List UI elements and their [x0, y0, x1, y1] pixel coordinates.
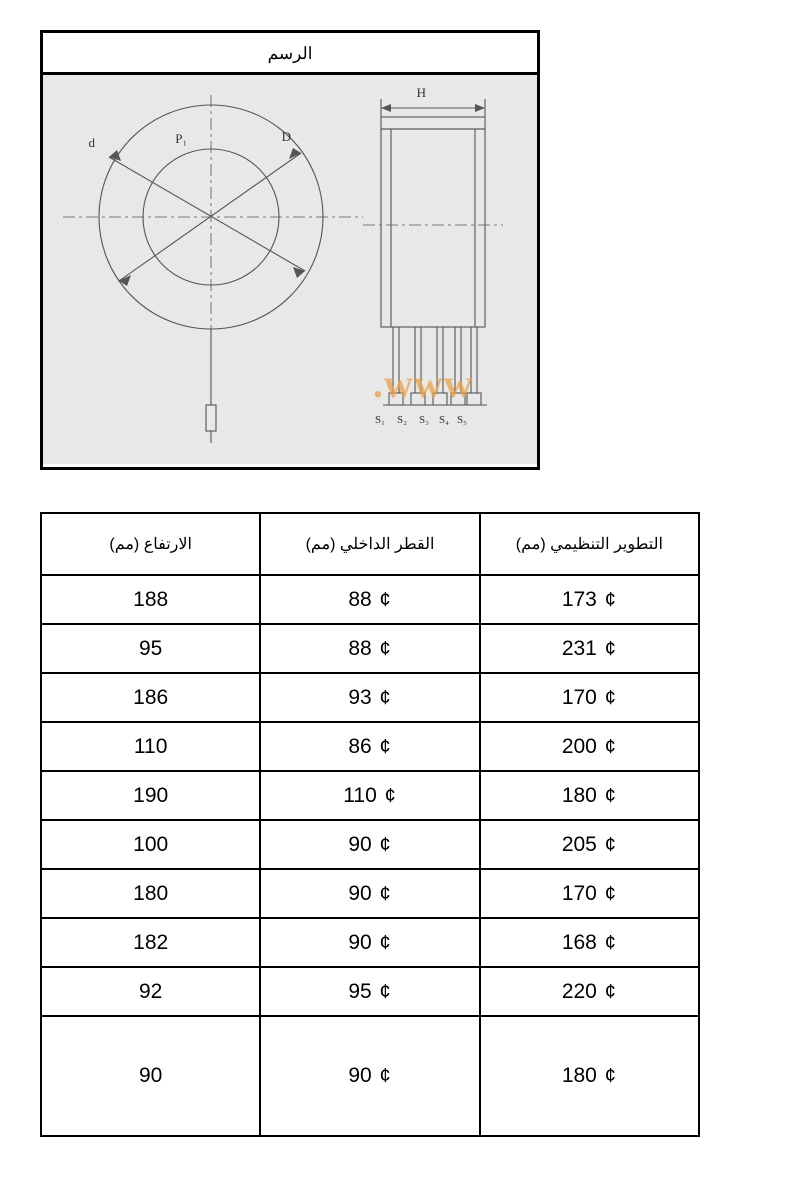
cell-height: 90	[41, 1016, 260, 1136]
technical-drawing	[43, 75, 537, 464]
cell-outer-diameter: ¢ 220	[480, 967, 699, 1016]
drawing-body	[43, 75, 537, 464]
table-row	[41, 820, 699, 869]
cell-inner-diameter: ¢ 110	[260, 771, 479, 820]
cell-inner-diameter: ¢ 90	[260, 869, 479, 918]
table-row	[41, 771, 699, 820]
column-header-outer-diameter: التطوير التنظيمي (مم)	[480, 513, 699, 575]
label-pitch-circle: P₁	[175, 131, 187, 146]
cell-outer-diameter: ¢ 180	[480, 771, 699, 820]
table-row	[41, 575, 699, 624]
table-row	[41, 624, 699, 673]
cell-outer-diameter: ¢ 170	[480, 673, 699, 722]
cell-outer-diameter: ¢ 173	[480, 575, 699, 624]
cell-height: 95	[41, 624, 260, 673]
cell-inner-diameter: ¢ 88	[260, 624, 479, 673]
label-terminal-s3: S₃	[419, 414, 429, 426]
cell-inner-diameter: ¢ 90	[260, 820, 479, 869]
cell-inner-diameter: ¢ 90	[260, 918, 479, 967]
drawing-panel	[40, 30, 540, 470]
label-terminal-s1: S₁	[375, 414, 385, 426]
cell-height: 100	[41, 820, 260, 869]
cell-inner-diameter: ¢ 86	[260, 722, 479, 771]
table-body	[41, 575, 699, 1136]
cell-outer-diameter: ¢ 170	[480, 869, 699, 918]
table-row	[41, 918, 699, 967]
table-row	[41, 869, 699, 918]
cell-height: 190	[41, 771, 260, 820]
cell-height: 92	[41, 967, 260, 1016]
specification-table	[40, 512, 700, 1137]
cell-height: 180	[41, 869, 260, 918]
cell-inner-diameter: ¢ 88	[260, 575, 479, 624]
cell-outer-diameter: ¢ 180	[480, 1016, 699, 1136]
cell-outer-diameter: ¢ 200	[480, 722, 699, 771]
cell-outer-diameter: ¢ 205	[480, 820, 699, 869]
label-height: H	[416, 85, 426, 100]
label-terminal-s4: S₄	[439, 414, 449, 426]
cell-height: 182	[41, 918, 260, 967]
cell-height: 188	[41, 575, 260, 624]
cell-height: 186	[41, 673, 260, 722]
table-header-row	[41, 513, 699, 575]
cell-height: 110	[41, 722, 260, 771]
column-header-inner-diameter: القطر الداخلي (مم)	[260, 513, 479, 575]
label-terminal-s2: S₂	[397, 414, 407, 426]
table-row	[41, 1016, 699, 1136]
cell-inner-diameter: ¢ 90	[260, 1016, 479, 1136]
table-row	[41, 673, 699, 722]
watermark-text: www.	[373, 361, 474, 406]
table-row	[41, 967, 699, 1016]
column-header-height: الارتفاع (مم)	[41, 513, 260, 575]
cell-inner-diameter: ¢ 93	[260, 673, 479, 722]
cell-outer-diameter: ¢ 168	[480, 918, 699, 967]
cell-inner-diameter: ¢ 95	[260, 967, 479, 1016]
drawing-title: الرسم	[43, 33, 537, 75]
label-inner-dia: d	[88, 135, 95, 150]
table-row	[41, 722, 699, 771]
label-outer-dia: D	[281, 129, 291, 144]
cell-outer-diameter: ¢ 231	[480, 624, 699, 673]
label-terminal-s5: S₅	[457, 414, 467, 426]
